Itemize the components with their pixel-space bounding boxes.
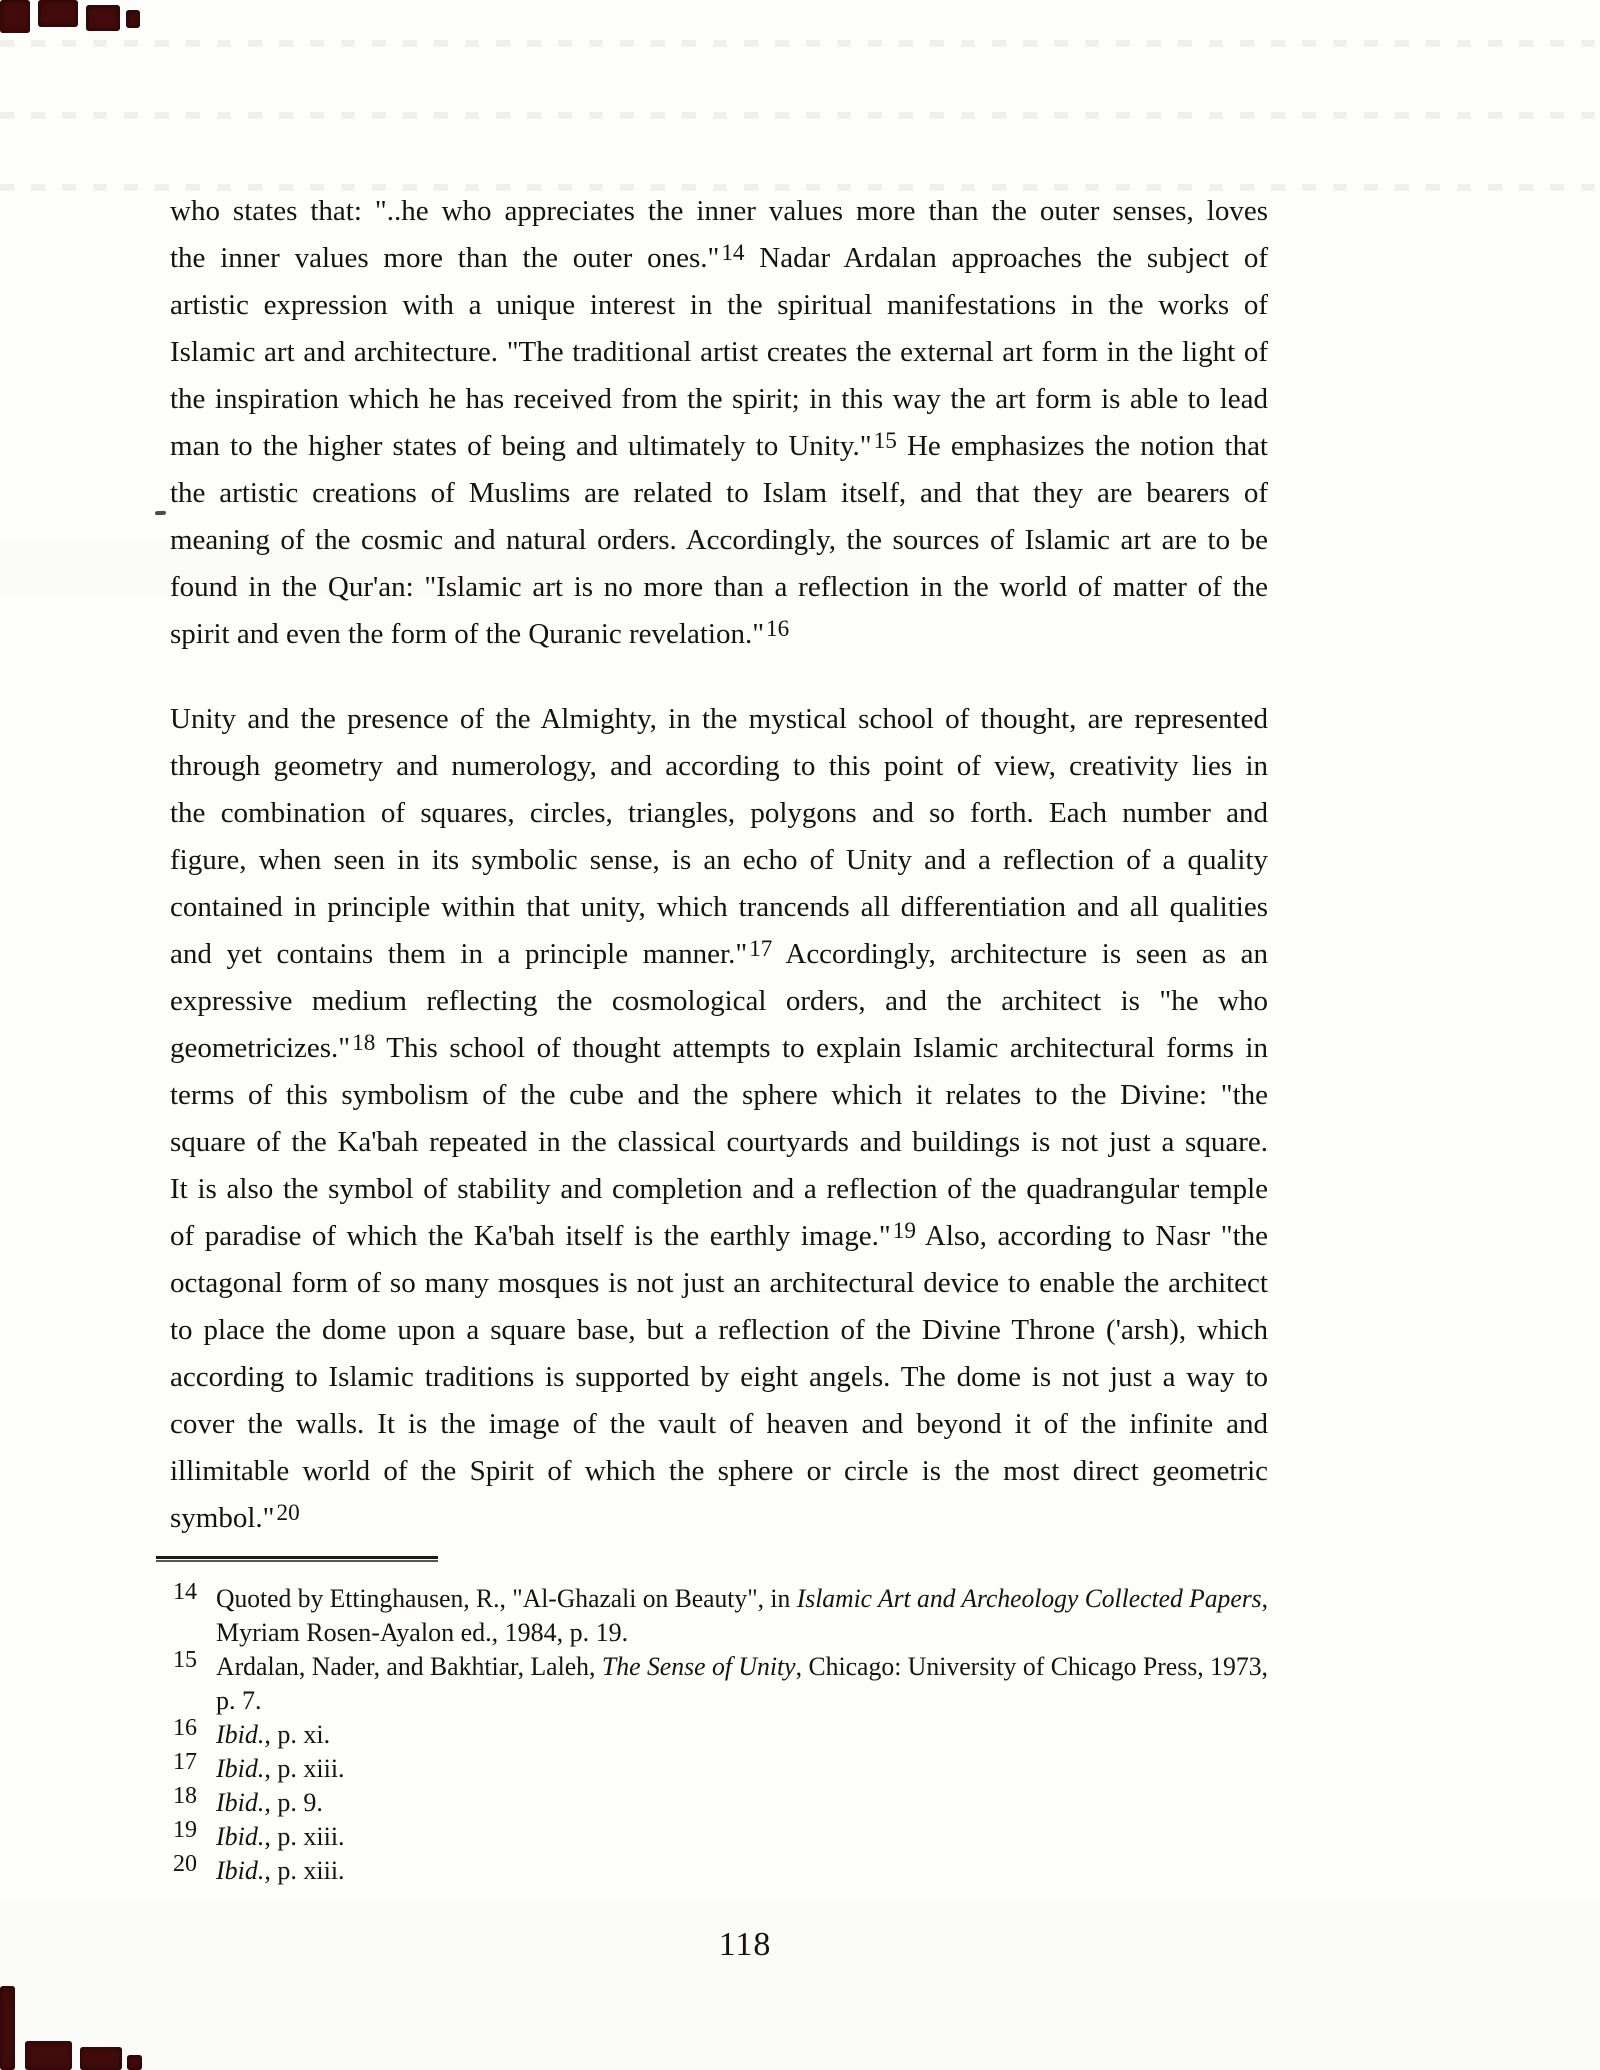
footnote [170, 1715, 1268, 1752]
footnote-ref: 20 [276, 1499, 300, 1526]
line-text: figure, when seen in its symbolic sense, is an echo of Unity and a reflection of a quality [170, 844, 1268, 876]
line-text: the inner values more than the outer ones."$^{14}$ Nadar Ardalan approaches the subject of [170, 239, 1268, 274]
footnote-ref: 19 [892, 1217, 916, 1244]
footnote-text [170, 1718, 1268, 1752]
footnote [170, 1817, 1268, 1854]
scan-texture-line [0, 112, 1600, 119]
body-line [170, 564, 1268, 611]
body-line [170, 790, 1268, 837]
body-line [170, 978, 1268, 1025]
footnote-line [216, 1650, 1268, 1684]
line-text: p. 7. [216, 1686, 262, 1715]
footnote-number: 18 [173, 1783, 197, 1809]
line-text: Ibid., p. xi. [216, 1720, 331, 1749]
line-text: Ibid., p. 9. [216, 1788, 323, 1817]
footnote [170, 1851, 1268, 1888]
body-line [170, 1307, 1268, 1354]
line-text: the inspiration which he has received from the spirit; in this way the art form is able to lead [170, 383, 1268, 415]
line-text: of paradise of which the Ka'bah itself is the earthly image."$^{19}$ Also, according to Nasr "the [170, 1217, 1268, 1252]
footnote-number: 15 [173, 1647, 197, 1673]
footnote-text [170, 1854, 1268, 1888]
line-text: man to the higher states of being and ultimately to Unity."$^{15}$ He emphasizes the notion that [170, 427, 1268, 462]
line-text: symbol."$^{20}$ [170, 1499, 300, 1534]
scan-artifact-mark [38, 0, 78, 27]
line-text: illimitable world of the Spirit of which the sphere or circle is the most direct geometric [170, 1455, 1268, 1487]
line-text: according to Islamic traditions is supported by eight angels. The dome is not just a way to [170, 1361, 1268, 1393]
body-line [170, 1072, 1268, 1119]
line-text: contained in principle within that unity, which trancends all differentiation and all qualities [170, 891, 1268, 923]
line-text: artistic expression with a unique interest in the spiritual manifestations in the works of [170, 289, 1268, 321]
scan-artifact-mark [86, 5, 120, 31]
footnote-text [170, 1820, 1268, 1854]
line-text: It is also the symbol of stability and completion and a reflection of the quadrangular temple [170, 1173, 1268, 1205]
footnote-ref: 14 [721, 239, 745, 266]
footnote-number: 19 [173, 1817, 197, 1843]
footnote [170, 1647, 1268, 1718]
line-text: square of the Ka'bah repeated in the classical courtyards and buildings is not just a square. [170, 1126, 1268, 1158]
body-line [170, 282, 1268, 329]
footnote-line [216, 1616, 1268, 1650]
body-line [170, 1119, 1268, 1166]
body-line [170, 1354, 1268, 1401]
scan-artifact-mark [25, 2041, 72, 2070]
footnote-line [216, 1752, 1268, 1786]
page-number: 118 [718, 1926, 772, 1963]
scan-artifact-dash [155, 511, 166, 515]
footnote-number: 20 [173, 1851, 197, 1877]
scan-artifact-mark [126, 10, 140, 28]
line-text: Quoted by Ettinghausen, R., "Al-Ghazali on Beauty", in Islamic Art and Archeology Collected Papers, [216, 1584, 1268, 1613]
footnote-number: 16 [173, 1715, 197, 1741]
line-text: through geometry and numerology, and according to this point of view, creativity lies in [170, 750, 1268, 782]
line-text: geometricizes."$^{18}$ This school of thought attempts to explain Islamic architectural forms in [170, 1029, 1268, 1064]
footnote-text [170, 1786, 1268, 1820]
line-text: found in the Qur'an: "Islamic art is no more than a reflection in the world of matter of the [170, 571, 1268, 603]
scan-artifact-mark [0, 0, 30, 33]
line-text: the artistic creations of Muslims are related to Islam itself, and that they are bearers of [170, 477, 1268, 509]
line-text: Ibid., p. xiii. [216, 1856, 345, 1885]
footnote-text [170, 1650, 1268, 1718]
body-line [170, 329, 1268, 376]
line-text: expressive medium reflecting the cosmological orders, and the architect is "he who [170, 985, 1268, 1017]
body-line [170, 696, 1268, 743]
footnote-line [216, 1854, 1268, 1888]
footnote-ref: 15 [873, 427, 897, 454]
body-line [170, 611, 1268, 658]
body-line [170, 743, 1268, 790]
footnote-line [216, 1820, 1268, 1854]
line-text: cover the walls. It is the image of the vault of heaven and beyond it of the infinite and [170, 1408, 1268, 1440]
line-text: terms of this symbolism of the cube and the sphere which it relates to the Divine: "the [170, 1079, 1268, 1111]
footnote-number: 17 [173, 1749, 197, 1775]
line-text: Ardalan, Nader, and Bakhtiar, Laleh, The Sense of Unity, Chicago: University of Chicago Press, 1973, [216, 1652, 1268, 1681]
footnotes [170, 1579, 1268, 1888]
line-text: spirit and even the form of the Quranic revelation."$^{16}$ [170, 615, 790, 650]
line-text: Myriam Rosen-Ayalon ed., 1984, p. 19. [216, 1618, 629, 1647]
body-line [170, 423, 1268, 470]
line-text: Ibid., p. xiii. [216, 1754, 345, 1783]
paragraph [170, 696, 1268, 1542]
footnote-line [216, 1684, 1268, 1718]
line-text: who states that: "..he who appreciates the inner values more than the outer senses, loves [170, 195, 1268, 227]
scan-artifact-mark [0, 1986, 15, 2070]
footnote-separator [156, 1556, 438, 1562]
paragraph [170, 188, 1268, 658]
scan-artifact-mark [127, 2055, 142, 2070]
line-text: Islamic art and architecture. "The traditional artist creates the external art form in the light of [170, 336, 1268, 368]
footnote-ref: 18 [352, 1029, 376, 1056]
line-text: meaning of the cosmic and natural orders. Accordingly, the sources of Islamic art are to be [170, 524, 1268, 556]
line-text: the combination of squares, circles, triangles, polygons and so forth. Each number and [170, 797, 1268, 829]
footnote-line [216, 1718, 1268, 1752]
body-line [170, 1025, 1268, 1072]
line-text: to place the dome upon a square base, but a reflection of the Divine Throne ('arsh), which [170, 1314, 1268, 1346]
body-text [170, 188, 1268, 1542]
footnote-ref: 16 [766, 615, 790, 642]
footnote [170, 1579, 1268, 1650]
body-line [170, 517, 1268, 564]
line-text: octagonal form of so many mosques is not just an architectural device to enable the architect [170, 1267, 1268, 1299]
line-text: and yet contains them in a principle manner."$^{17}$ Accordingly, architecture is seen as an [170, 935, 1269, 970]
footnote-text [170, 1582, 1268, 1650]
footnote-line [216, 1582, 1268, 1616]
body-line [170, 1495, 1268, 1542]
footnote-ref: 17 [749, 935, 773, 962]
footnote-text [170, 1752, 1268, 1786]
body-line [170, 884, 1268, 931]
body-line [170, 1166, 1268, 1213]
scan-texture-line [0, 40, 1600, 47]
footnote-number: 14 [173, 1579, 197, 1605]
body-line [170, 931, 1268, 978]
scan-artifact-mark [80, 2047, 122, 2070]
body-line [170, 188, 1268, 235]
body-line [170, 235, 1268, 282]
body-line [170, 1260, 1268, 1307]
body-line [170, 1213, 1268, 1260]
line-text: Ibid., p. xiii. [216, 1822, 345, 1851]
footnote [170, 1783, 1268, 1820]
body-line [170, 1401, 1268, 1448]
body-line [170, 1448, 1268, 1495]
footnote [170, 1749, 1268, 1786]
body-line [170, 837, 1268, 884]
line-text: Unity and the presence of the Almighty, in the mystical school of thought, are represented [170, 703, 1268, 735]
footnote-line [216, 1786, 1268, 1820]
body-line [170, 376, 1268, 423]
body-line [170, 470, 1268, 517]
